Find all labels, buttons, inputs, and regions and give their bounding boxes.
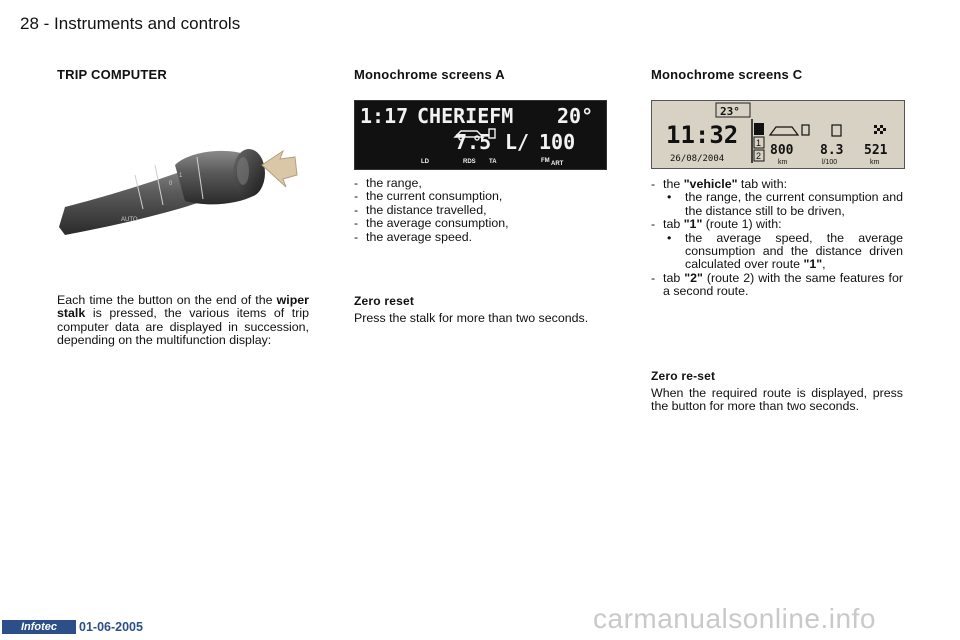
- infotec-logo: Infotec: [2, 620, 76, 634]
- desc-text-2: is pressed, the various items of trip computer data are displayed in succession, depending on the multifunction display:: [57, 306, 309, 348]
- route2-term: "2": [684, 270, 703, 285]
- trip-computer-heading: TRIP COMPUTER: [57, 67, 167, 82]
- screen-a-item: - the distance travelled,: [354, 204, 606, 217]
- lcd-c-unit-l100: l/100: [822, 159, 838, 166]
- zero-reset-c-text: When the required route is displayed, press the button for more than two seconds.: [651, 386, 903, 414]
- screen-a-item: - the current consumption,: [354, 190, 606, 203]
- zero-reset-text: Press the stalk for more than two seconds.: [354, 311, 589, 325]
- screen-a-item: - the range,: [354, 177, 606, 190]
- lcd-a-station: CHERIEFM: [417, 104, 514, 128]
- vehicle-tab-item: - the "vehicle" tab with:: [651, 177, 788, 191]
- screens-c-heading: Monochrome screens C: [651, 67, 803, 82]
- lcd-c-tab1: 1: [756, 138, 762, 148]
- route1-term: "1": [803, 257, 823, 272]
- screen-a-item: - the average consumption,: [354, 217, 606, 230]
- lcd-c-date: 26/08/2004: [670, 154, 725, 164]
- lcd-a-temp: 20°: [557, 104, 594, 128]
- vehicle-tab-icon: [754, 123, 764, 135]
- page-header: [20, 14, 240, 34]
- lcd-c-unit-km: km: [778, 159, 788, 166]
- item-text: tab: [663, 217, 681, 232]
- footer-date: 01-06-2005: [79, 620, 143, 634]
- item-text: tab with:: [740, 177, 788, 191]
- lcd-a-clock: 1:17: [360, 104, 409, 128]
- lcd-a-rds: RDS: [463, 159, 476, 165]
- lcd-c-tab2: 2: [756, 151, 762, 161]
- screen-c-items: [651, 178, 903, 299]
- wiper-stalk-illustration: [57, 135, 309, 245]
- watermark: carmanualsonline.info: [593, 603, 876, 634]
- zero-reset-c-heading: Zero re-set: [651, 369, 716, 383]
- screen-a-display: [354, 100, 607, 170]
- lcd-a-value: 7.5: [455, 130, 492, 154]
- consumption-pump-icon: [832, 125, 841, 136]
- route2-tab-item: - tab "2" (route 2) with the same features for a second route.: [651, 270, 903, 299]
- lcd-a-ld: LD: [421, 159, 429, 165]
- route1-tab-item: - tab "1" (route 1) with:: [651, 217, 782, 232]
- lcd-c-range: 800: [770, 143, 794, 158]
- vehicle-term: "vehicle": [683, 177, 738, 191]
- screen-a-items: [354, 177, 606, 244]
- lcd-c-temp: 23°: [720, 105, 740, 118]
- finish-flag-icon: [874, 125, 886, 134]
- vehicle-tab-bullet: • the range, the current consumption and the distance still to be driven,: [667, 190, 903, 218]
- range-car-icon: [770, 125, 809, 135]
- page-number: 28: [20, 14, 39, 33]
- item-text: tab: [663, 270, 681, 285]
- zero-reset-heading: Zero reset: [354, 294, 415, 308]
- lcd-a-fm: FM: [541, 158, 550, 164]
- svg-text:0: 0: [169, 181, 173, 187]
- lcd-c-time: 11:32: [666, 121, 739, 149]
- svg-text:AUTO: AUTO: [121, 217, 138, 223]
- svg-text:1: 1: [179, 173, 183, 179]
- screens-a-heading: Monochrome screens A: [354, 67, 505, 82]
- lcd-c-distance: 521: [864, 143, 888, 158]
- route1-tab-bullet: • the average speed, the average consumption and the distance driven calculated over route "1",: [667, 230, 903, 272]
- lcd-c-consumption: 8.3: [820, 143, 844, 158]
- desc-text-1: Each time the button on the end of the: [57, 293, 273, 307]
- page-title: Instruments and controls: [54, 14, 241, 33]
- bullet-text: the range, the current consumption and the distance still to be driven,: [685, 190, 903, 218]
- screen-a-item: - the average speed.: [354, 231, 606, 244]
- lcd-c-unit-km2: km: [870, 159, 880, 166]
- trip-computer-description: [57, 294, 309, 348]
- item-text: the: [663, 177, 681, 191]
- lcd-a-ta: TA: [489, 159, 497, 165]
- lcd-a-unit: L/: [505, 130, 530, 154]
- item-text: (route 2) with the same features for a second route.: [663, 270, 903, 299]
- bullet-text: ,: [822, 257, 826, 272]
- item-text: (route 1) with:: [705, 217, 782, 232]
- lcd-a-value2: 100: [539, 130, 576, 154]
- header-separator: -: [43, 14, 55, 33]
- route1-term: "1": [683, 217, 703, 232]
- wiper-stalk-term: wiper stalk: [57, 293, 309, 321]
- screen-c-display: [651, 100, 905, 169]
- bullet-text: the average speed, the average consumption and the distance driven calculated over route: [685, 230, 903, 272]
- lcd-a-art: ART: [551, 161, 564, 167]
